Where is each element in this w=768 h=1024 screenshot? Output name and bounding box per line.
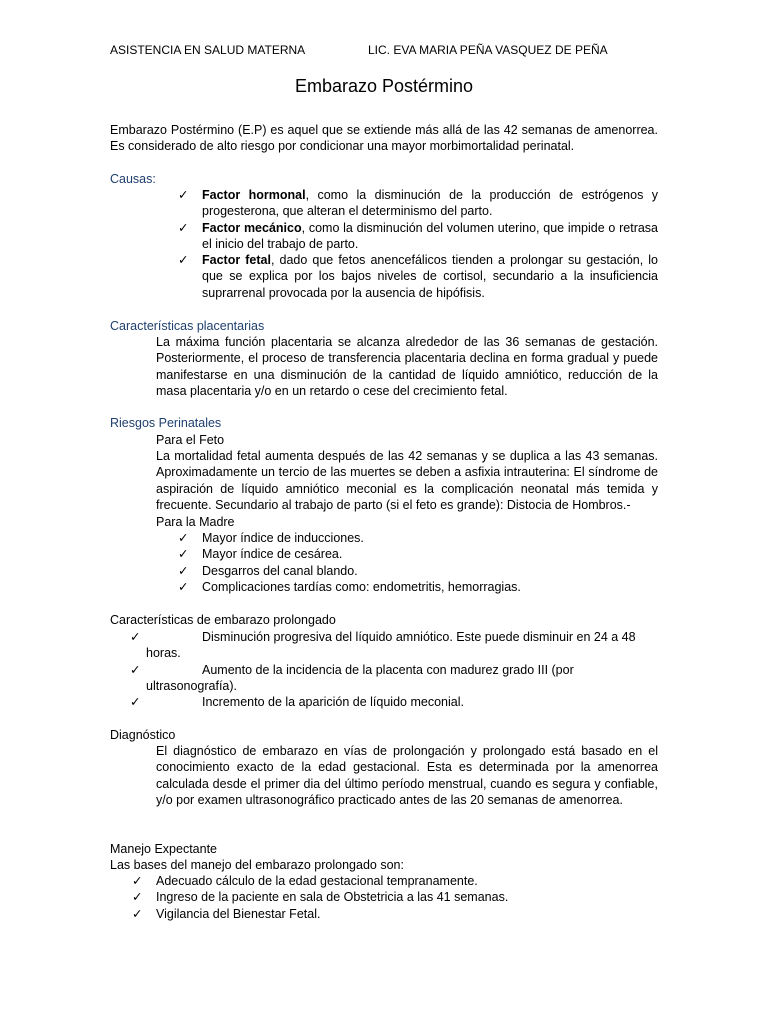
madre-list: [110, 530, 658, 595]
check-icon: ✓: [132, 874, 143, 888]
check-icon: ✓: [132, 906, 143, 921]
riesgos-heading: Riesgos Perinatales: [110, 416, 222, 430]
list-item: ✓ Disminución progresiva del líquido amniótico. Este puede disminuir en 24 a 48 horas.: [130, 630, 636, 661]
list-item: ✓ Desgarros del canal blando.: [178, 563, 358, 578]
document-title: Embarazo Postérmino: [294, 76, 474, 96]
check-icon: ✓: [178, 563, 189, 578]
check-icon: ✓: [130, 630, 141, 644]
header-right: LIC. EVA MARIA PEÑA VASQUEZ DE PEÑA: [368, 43, 608, 57]
placentarias-text: La máxima función placentaria se alcanza alrededor de las 36 semanas de gestación. Posteriormente, el proceso de transferencia placentaria declina en forma gradual y puede manifestarse en una disminución de la cantidad de líquido amniótico, reducción de la masa placentaria y/o en un retardo o cese del crecimiento fetal.: [156, 335, 658, 398]
causas-list: [110, 187, 658, 301]
check-icon: ✓: [178, 579, 189, 594]
list-item: ✓ Incremento de la aparición de líquido meconial.: [130, 695, 464, 710]
item-bold: Factor hormonal: [202, 188, 306, 202]
header-left: ASISTENCIA EN SALUD MATERNA: [110, 43, 306, 57]
list-item: ✓ Complicaciones tardías como: endometritis, hemorragias.: [178, 579, 521, 594]
list-item: [110, 252, 658, 301]
check-icon: ✓: [132, 890, 143, 905]
diagnostico-text: El diagnóstico de embarazo en vías de prolongación y prolongado está basado en el conocimiento exacto de la edad gestacional. Esta es determinada por la amenorrea calculada desde el primer dia del último período menstrual, cuando es segura y confiable, y/o por examen ultrasonográfico practicado antes de las 20 semanas de amenorrea.: [156, 744, 658, 807]
item-text: , dado que fetos anencefálicos tienden a prolongar su gestación, lo que se explica por los bajos niveles de cortisol, secundario a la insuficiencia suprarrenal provocada por la ausencia de hipófisis.: [202, 253, 659, 300]
check-icon: ✓: [130, 695, 141, 710]
list-item: ✓ Mayor índice de inducciones.: [178, 531, 364, 545]
manejo-intro: Las bases del manejo del embarazo prolongado son:: [110, 858, 404, 872]
feto-label: Para el Feto: [156, 433, 225, 447]
manejo-heading: Manejo Expectante: [110, 842, 218, 856]
check-icon: ✓: [178, 188, 189, 202]
check-icon: ✓: [178, 531, 189, 545]
list-item: [110, 187, 658, 220]
item-bold: Factor mecánico: [202, 220, 302, 235]
check-icon: ✓: [130, 662, 141, 677]
causas-heading: Causas:: [110, 172, 156, 186]
feto-text: La mortalidad fetal aumenta después de las 42 semanas y se duplica a las 43 semanas. Aproximadamente un tercio de las muertes se deben a asfixia intrauterina: El síndrome de aspiración de líquido amniótico meconial es la complicación neonatal más temida y frecuente. Secundario al trabajo de parto (si el feto es grande): Distocia de Hombros.-: [156, 449, 658, 512]
list-item: [110, 220, 658, 253]
list-item: ✓ Adecuado cálculo de la edad gestacional tempranamente.: [132, 874, 478, 888]
check-icon: ✓: [178, 220, 189, 235]
list-item: ✓ Ingreso de la paciente en sala de Obstetricia a las 41 semanas.: [132, 890, 509, 905]
manejo-list: [110, 873, 658, 922]
diagnostico-heading: Diagnóstico: [110, 728, 176, 742]
prolongado-list: [110, 629, 658, 710]
item-bold: Factor fetal: [202, 253, 271, 268]
madre-label: Para la Madre: [156, 515, 235, 529]
check-icon: ✓: [178, 253, 189, 268]
list-item: ✓ Mayor índice de cesárea.: [178, 547, 343, 562]
item-text: , como la disminución de la producción de estrógenos y progesterona, que alteran el determinismo del parto.: [202, 188, 658, 219]
item-text: , como la disminución del volumen uterino, que impide o retrasa el inicio del trabajo de parto.: [202, 220, 659, 251]
placentarias-heading: Características placentarias: [110, 319, 265, 333]
check-icon: ✓: [178, 547, 189, 562]
list-item: ✓ Vigilancia del Bienestar Fetal.: [132, 906, 321, 921]
intro-paragraph: Embarazo Postérmino (E.P) es aquel que se extiende más allá de las 42 semanas de amenorrea. Es considerado de alto riesgo por condicionar una mayor morbimortalidad perinatal.: [110, 123, 658, 154]
prolongado-heading: Características de embarazo prolongado: [110, 613, 336, 627]
list-item: ✓ Aumento de la incidencia de la placenta con madurez grado III (por ultrasonografía).: [130, 662, 574, 693]
